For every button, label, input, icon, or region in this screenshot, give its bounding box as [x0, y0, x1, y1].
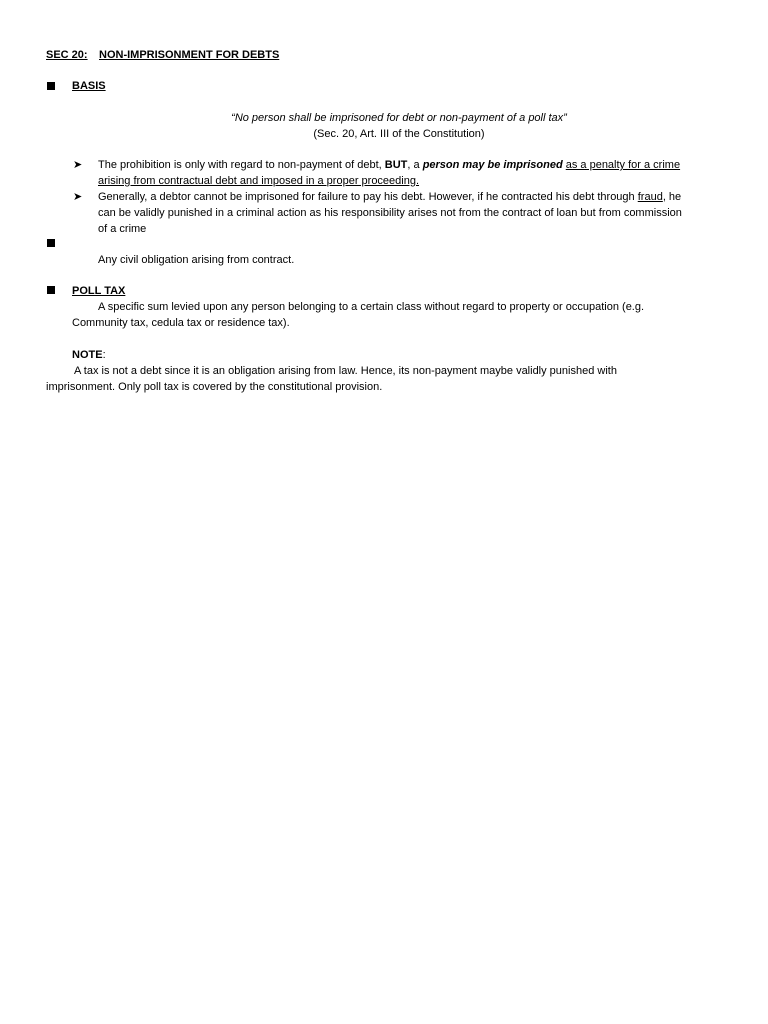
- poll-tax-definition-line-1: A specific sum levied upon any person belonging to a certain class without regard to property or occupation (e.g.: [98, 301, 645, 313]
- poll-tax-definition-line-2: Community tax, cedula tax or residence tax).: [72, 317, 290, 329]
- bullet-prohibition-text-2: , a: [407, 159, 423, 171]
- note-line-2: imprisonment. Only poll tax is covered by the constitutional provision.: [46, 381, 383, 393]
- square-bullet-icon: [47, 239, 55, 247]
- square-bullet-icon: [47, 82, 55, 90]
- bullet-prohibition-underlined-2: arising from contractual debt and imposed in a proper proceeding.: [98, 175, 420, 187]
- section-number: SEC 20:: [46, 49, 88, 61]
- bullet-generally-line-1: [98, 189, 748, 205]
- bullet-generally-text: Generally, a debtor cannot be imprisoned for failure to pay his debt. However, if he contracted his debt through: [98, 191, 638, 203]
- bullet-generally-line-2: can be validly punished in a criminal action as his responsibility arises not from the contract of loan but from commission: [98, 207, 682, 219]
- section-title: NON-IMPRISONMENT FOR DEBTS: [99, 49, 280, 61]
- poll-tax-heading: POLL TAX: [72, 285, 126, 297]
- arrow-bullet-icon: ➤: [73, 191, 83, 203]
- bullet-prohibition-text: The prohibition is only with regard to non-payment of debt,: [98, 159, 385, 171]
- square-bullet-icon: [47, 286, 55, 294]
- arrow-bullet-icon: ➤: [73, 159, 83, 171]
- note-colon: :: [102, 349, 106, 361]
- note-line-1: A tax is not a debt since it is an obligation arising from law. Hence, its non-payment maybe validly punished with: [74, 365, 617, 377]
- bullet-prohibition-but: BUT: [384, 159, 408, 171]
- fraud-term: fraud: [637, 191, 663, 203]
- constitution-citation: (Sec. 20, Art. III of the Constitution): [313, 128, 485, 140]
- constitution-quote: “No person shall be imprisoned for debt or non-payment of a poll tax”: [231, 112, 567, 124]
- bullet-prohibition: [98, 157, 738, 173]
- debt-definition: Any civil obligation arising from contract.: [98, 254, 295, 266]
- bullet-generally-line-3: of a crime: [98, 223, 147, 235]
- note-label: NOTE: [72, 349, 103, 361]
- bullet-generally-text-2: , he: [662, 191, 682, 203]
- bullet-prohibition-underlined-1: as a penalty for a crime: [565, 159, 681, 171]
- note-heading: [72, 347, 106, 363]
- bullet-prohibition-emphasis: person may be imprisoned: [422, 159, 563, 171]
- basis-heading: BASIS: [72, 80, 106, 92]
